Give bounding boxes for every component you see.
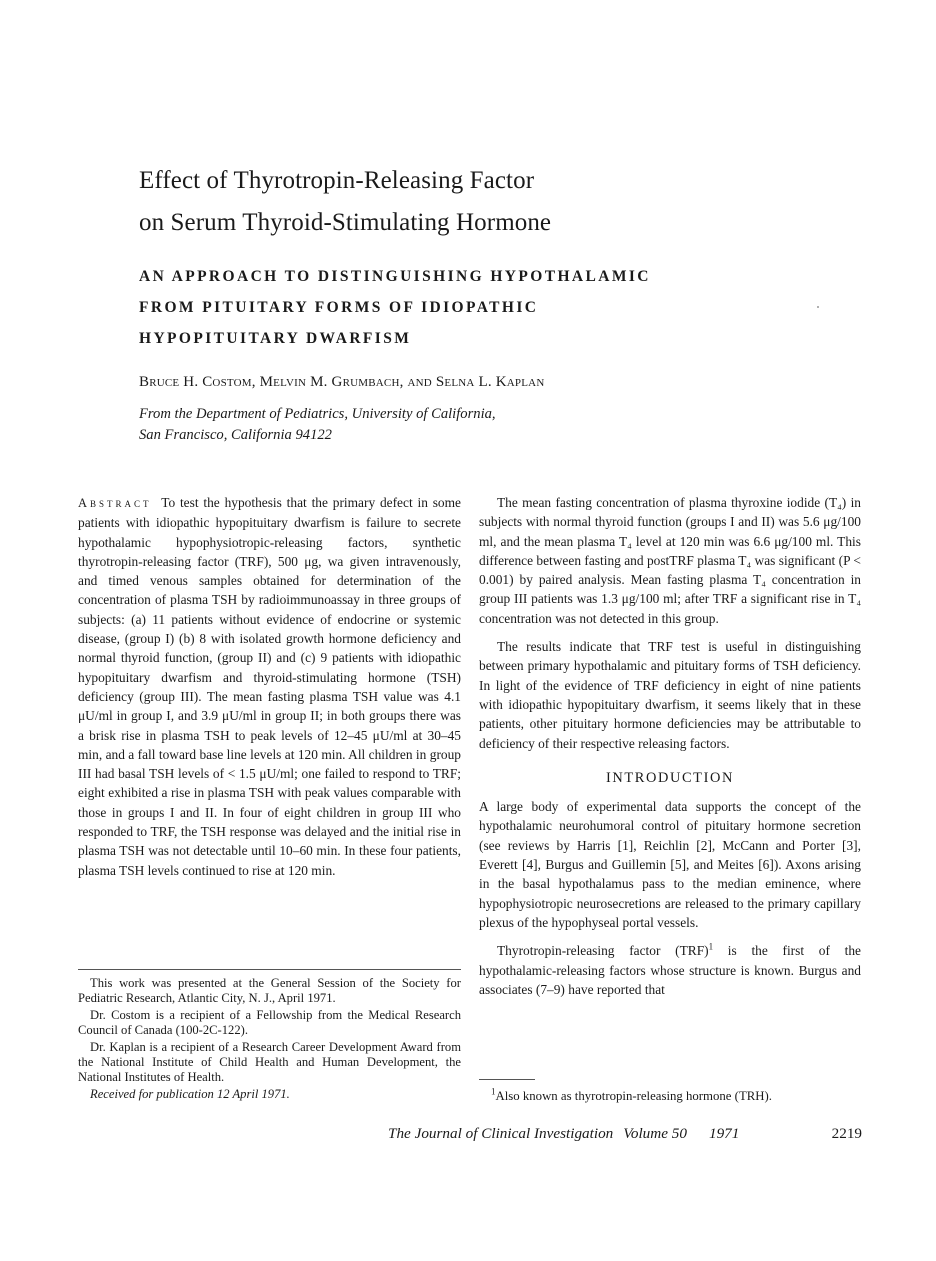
abstract-paragraph [78, 493, 461, 880]
title-line-2: on Serum Thyroid-Stimulating Hormone [139, 209, 552, 236]
affiliation [139, 404, 759, 446]
abstract-text: To test the hypothesis that the primary defect in some patients with idiopathic hypopituitary dwarfism is failure to secrete hypothalamic hypophysiotropic-releasing factors, synthetic thyrotropin-releasing factor (TRF), 500 μg, wa given intravenously, and timed venous samples obtained for determination of the concentration of plasma TSH by radioimmunoassay in three groups of subjects: (a) 11 patients without evidence of endocrine or systemic disease, (group I) (b) 8 with isolated growth hormone deficiency and normal thyroid function, (group II) and (c) 9 patients with idiopathic hypopituitary dwarfism and thyroid-stimulating hormone (TSH) deficiency (group III). The mean fasting plasma TSH value was 4.1 μU/ml in group I, and 3.9 μU/ml in group II; in both groups there was a brisk rise in plasma TSH to peak levels of 12–45 μU/ml at 30–45 min, and a fall toward base line levels at 120 min. All children in group III had basal TSH levels of < 1.5 μU/ml; one failed to respond to TRF; eight exhibited a rise in plasma TSH with peak values comparable with those in groups I and II. In four of eight children in group III who responded to TRF, the TSH response was delayed and the initial rise in plasma TSH was not detectable until 10–60 min. In these four patients, plasma TSH levels continued to rise at 120 min. [78, 495, 461, 878]
affiliation-line-1: From the Department of Pediatrics, University of California, [139, 406, 496, 422]
journal-year: 1971 [708, 1125, 740, 1142]
abstract-paragraph-2: The mean fasting concentration of plasma thyroxine iodide (T₄) in subjects with normal thyroid function (groups I and II) was 5.6 μg/100 ml, and the mean plasma T₄ level at 120 min was 6.6 μg/100 ml. This difference between fasting and postTRF plasma T₄ was significant (P < 0.001) by paired analysis. Mean fasting plasma T₄ concentration in group III patients was 1.3 μg/100 ml; after TRF a significant rise in T₄ concentration was not detected in this group. [479, 495, 861, 626]
journal-volume: Volume 50 [623, 1125, 687, 1142]
footnote-presentation: This work was presented at the General Session of the Society for Pediatric Research, Atlantic City, N. J., April 1971. [78, 976, 461, 1005]
title-line-1: Effect of Thyrotropin-Releasing Factor [139, 167, 535, 194]
page-number: 2219 [831, 1125, 862, 1142]
abstract-column [78, 493, 461, 880]
footnote-costom: Dr. Costom is a recipient of a Fellowship from the Medical Research Council of Canada (100-2C-122). [78, 1008, 461, 1037]
footnote-rule [479, 1079, 535, 1080]
footnote-kaplan: Dr. Kaplan is a recipient of a Research Career Development Award from the National Institute of Child Health and Human Development, the National Institutes of Health. [78, 1040, 461, 1084]
speck-mark [817, 306, 819, 308]
footnote-number: 1 [491, 1086, 496, 1097]
right-column [479, 493, 861, 999]
footnotes [78, 969, 461, 1104]
intro-paragraph-2 [479, 941, 861, 999]
abstract-paragraph-3: The results indicate that TRF test is useful in distinguishing between primary hypothalamic and pituitary forms of TSH deficiency. In light of the evidence of TRF deficiency in eight of nine patients with idiopathic hypopituitary dwarfism, it seems likely that in these patients, other pituitary hormone deficiencies may be attributable to deficiency of their respective releasing factors. [479, 639, 861, 751]
article-title [139, 160, 859, 244]
footnote-marker: 1 [708, 941, 714, 952]
section-heading-introduction: INTRODUCTION [606, 769, 734, 786]
subtitle-line-2: FROM PITUITARY FORMS OF IDIOPATHIC [139, 299, 539, 316]
abstract-label: Abstract [78, 496, 152, 510]
affiliation-line-2: San Francisco, California 94122 [139, 427, 332, 443]
subtitle-line-3: HYPOPITUITARY DWARFISM [139, 330, 412, 347]
intro-paragraph-2-rest: is the first of the hypothalamic-releasing factors whose structure is known. Burgus and associates (7–9) have reported that [479, 943, 861, 997]
author-list: Bruce H. Costom, Melvin M. Grumbach, and Selna L. Kaplan [139, 374, 545, 390]
journal-name: The Journal of Clinical Investigation [388, 1125, 614, 1142]
page-footer [388, 1125, 862, 1143]
intro-paragraph-2-start: Thyrotropin-releasing factor (TRF) [497, 943, 709, 959]
subtitle-line-1: AN APPROACH TO DISTINGUISHING HYPOTHALAMIC [139, 268, 651, 285]
article-subtitle [139, 261, 779, 354]
trh-footnote-text: Also known as thyrotropin-releasing hormone (TRH). [495, 1089, 773, 1103]
intro-paragraph-1: A large body of experimental data supports the concept of the hypothalamic neurohumoral control of pituitary hormone secretion (see reviews by Harris [1], Reichlin [2], McCann and Porter [3], Everett [4], Burgus and Guillemin [5], and Meites [6]). Axons arising in the basal hypothalamus pass to the median eminence, where hypophysiotropic neurosecretions are released to the primary capillary plexus of the hypophyseal portal vessels. [479, 799, 861, 930]
trh-footnote [479, 1086, 861, 1104]
received-date: Received for publication 12 April 1971. [90, 1087, 290, 1101]
